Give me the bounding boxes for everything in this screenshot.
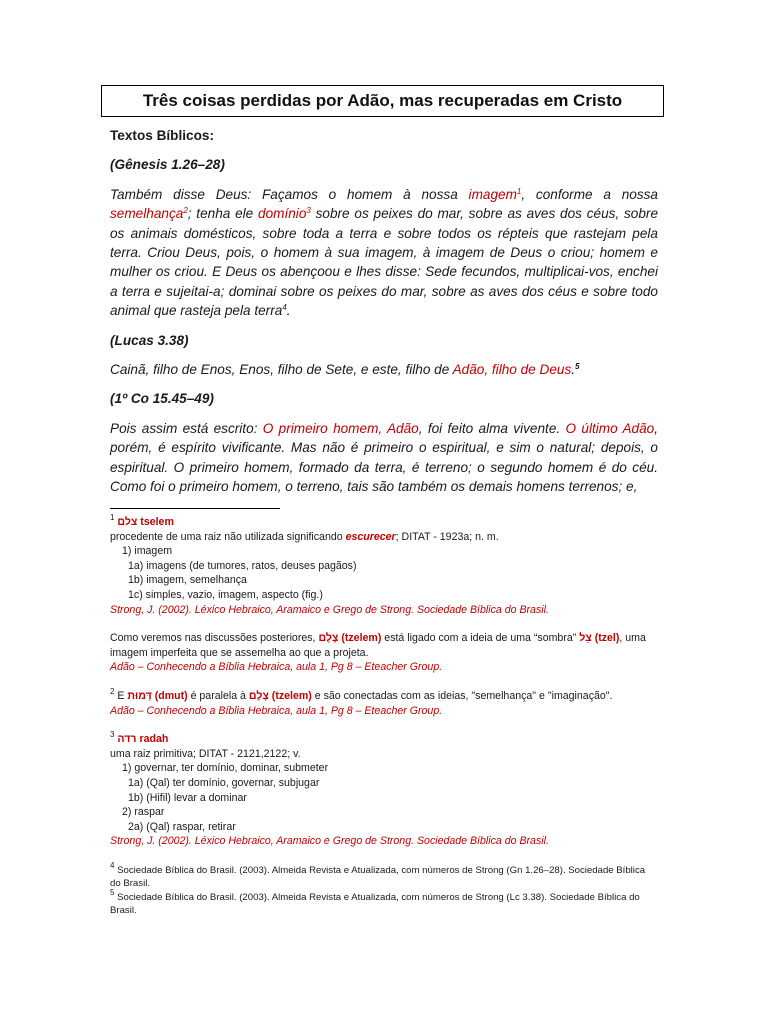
source-citation: Strong, J. (2002). Léxico Hebraico, Aramaico e Grego de Strong. Sociedade Bíblica do Brasil. (110, 603, 549, 616)
footnote-1-definition (110, 530, 658, 545)
reference-lucas: (Lucas 3.38) (110, 332, 189, 348)
hebrew-word: צלם (117, 516, 138, 528)
footnote-number: 4 (110, 860, 115, 870)
list-item: 1c) simples, vazio, imagem, aspecto (fig.) (128, 588, 323, 601)
passage-lucas (110, 360, 658, 379)
footnote-1-header (110, 515, 658, 530)
footnote-number: 2 (110, 686, 115, 696)
transliteration: (tzelem) (268, 689, 312, 702)
passage-text: , foi feito alma vivente. (418, 420, 566, 436)
footnote-number: 5 (110, 888, 115, 898)
passage-text: sobre os peixes do mar, sobre as aves dos céus, sobre os animais domésticos, sobre toda a terra e sobre todos os répteis que rastejam pela terra. Criou Deus, pois, o homem à sua imagem, à imagem de Deus o criou; homem e mulher os criou. E Deus os abençoou e lhes disse: Sede fecundos, multiplicai-vos, enchei a terra e sujeitai-a; dominai sobre os peixes do mar, sobre as aves dos céus e sobre todo animal que rasteja pela terra (110, 206, 659, 319)
transliteration: (dmut) (151, 689, 188, 702)
paragraph-text: e são conectadas com as ideias, "semelhança" e "imaginação". (311, 689, 613, 702)
hebrew-word: דְּמוּת (127, 689, 152, 702)
footnote-2 (110, 686, 658, 704)
section-heading: Textos Bíblicos: (110, 128, 214, 143)
footnote-ref-1[interactable]: 1 (516, 186, 522, 196)
reference-corintios: (1º Co 15.45–49) (110, 391, 214, 407)
transliteration: tselem (140, 516, 174, 528)
footnote-separator (110, 508, 280, 509)
highlight-semelhanca: semelhança (110, 206, 184, 222)
list-item: 1b) imagem, semelhança (128, 574, 247, 587)
paragraph-text: E (114, 689, 128, 702)
highlight-primeiro-homem: O primeiro homem, Adão (262, 420, 419, 436)
footnote-text: Sociedade Bíblica do Brasil. (2003). Almeida Revista e Atualizada, com números de Strong (Gn 1.26–28). Sociedade Bíblica do Brasil. (110, 864, 646, 889)
paragraph-text: está ligado com a ideia de uma “sombra” (381, 632, 580, 645)
passage-text: ; tenha ele (187, 206, 259, 222)
list-item: 2a) (Qal) raspar, retirar (128, 820, 236, 833)
transliteration: (tzelem) (338, 632, 382, 645)
paragraph-text: é paralela à (187, 689, 249, 702)
passage-text: Pois assim está escrito: (110, 420, 263, 436)
passage-text: , conforme a nossa (521, 186, 658, 202)
hebrew-word: צֵל (579, 632, 592, 645)
passage-genesis (110, 185, 658, 321)
passage-text: , porém, é espírito vivificante. Mas não é primeiro o espiritual, e sim o natural; depois, o espiritual. O primeiro homem, formado da terra, é terreno; o segundo homem é do céu. Como foi o primeiro homem, o terreno, tais são também os demais homens terrenos; e, (110, 420, 658, 495)
definition-text: ; DITAT - 1923a; n. m. (395, 530, 499, 543)
hebrew-word: רדה (117, 733, 137, 746)
reference-genesis: (Gênesis 1.26–28) (110, 157, 225, 173)
footnote-number: 1 (110, 513, 115, 522)
list-item: 1a) (Qal) ter domínio, governar, subjugar (128, 776, 320, 789)
paragraph-text: Como veremos nas discussões posteriores, (110, 632, 319, 645)
passage-text: . (286, 303, 291, 319)
highlight-escurecer: escurecer (345, 530, 396, 543)
footnotes-4-5 (110, 860, 658, 918)
passage-text: Cainã, filho de Enos, Enos, filho de Sete, e este, filho de (110, 362, 453, 378)
footnote-ref-2[interactable]: 2 (183, 206, 188, 216)
list-item: 1a) imagens (de tumores, ratos, deuses pagãos) (128, 559, 357, 572)
source-citation: Strong, J. (2002). Léxico Hebraico, Aramaico e Grego de Strong. Sociedade Bíblica do Brasil. (110, 835, 549, 848)
list-item: 2) raspar (122, 806, 165, 819)
source-citation: Adão – Conhecendo a Bíblia Hebraica, aula 1, Pg 8 – Eteacher Group. (110, 661, 443, 674)
hebrew-word: צֶלֶם (248, 689, 269, 702)
footnote-3-header (110, 732, 658, 747)
list-item: 1) governar, ter domínio, dominar, submeter (122, 762, 329, 775)
footnote-1-paragraph (110, 631, 658, 660)
page-title (101, 85, 664, 117)
passage-corintios (110, 419, 658, 497)
transliteration: radah (139, 733, 169, 746)
footnote-text: Sociedade Bíblica do Brasil. (2003). Almeida Revista e Atualizada, com números de Strong (Lc 3.38). Sociedade Bíblica do Brasil. (110, 892, 640, 917)
footnote-ref-4[interactable]: 4 (282, 303, 287, 313)
footnotes (110, 515, 658, 918)
passage-text: . (571, 362, 576, 378)
paragraph-text: , uma imagem imperfeita que se assemelha ao que a projeta. (110, 632, 646, 659)
footnote-ref-5[interactable]: 5 (575, 362, 580, 372)
footnote-5 (110, 888, 658, 918)
main-text (110, 126, 658, 497)
list-item: 1b) (Hifil) levar a dominar (128, 791, 247, 804)
footnote-ref-3[interactable]: 3 (306, 206, 311, 216)
page-title-text: Três coisas perdidas por Adão, mas recuperadas em Cristo (142, 91, 623, 110)
footnote-3-definition: uma raiz primitiva; DITAT - 2121,2122; v. (110, 747, 301, 760)
transliteration: (tzel) (594, 632, 620, 645)
footnote-number: 3 (110, 730, 115, 740)
source-citation: Adão – Conhecendo a Bíblia Hebraica, aula 1, Pg 8 – Eteacher Group. (110, 704, 443, 717)
footnote-4 (110, 860, 658, 891)
passage-text: Também disse Deus: Façamos o homem à nossa (110, 186, 469, 202)
definition-text: procedente de uma raiz não utilizada significando (110, 530, 346, 543)
highlight-ultimo-adao: O último Adão (565, 420, 655, 436)
highlight-adao-filho-de-deus: Adão, filho de Deus (452, 362, 572, 378)
highlight-imagem: imagem (468, 186, 517, 202)
list-item: 1) imagem (122, 545, 173, 558)
highlight-dominio: domínio (258, 206, 307, 222)
hebrew-word: צֶלֶם (318, 632, 339, 645)
